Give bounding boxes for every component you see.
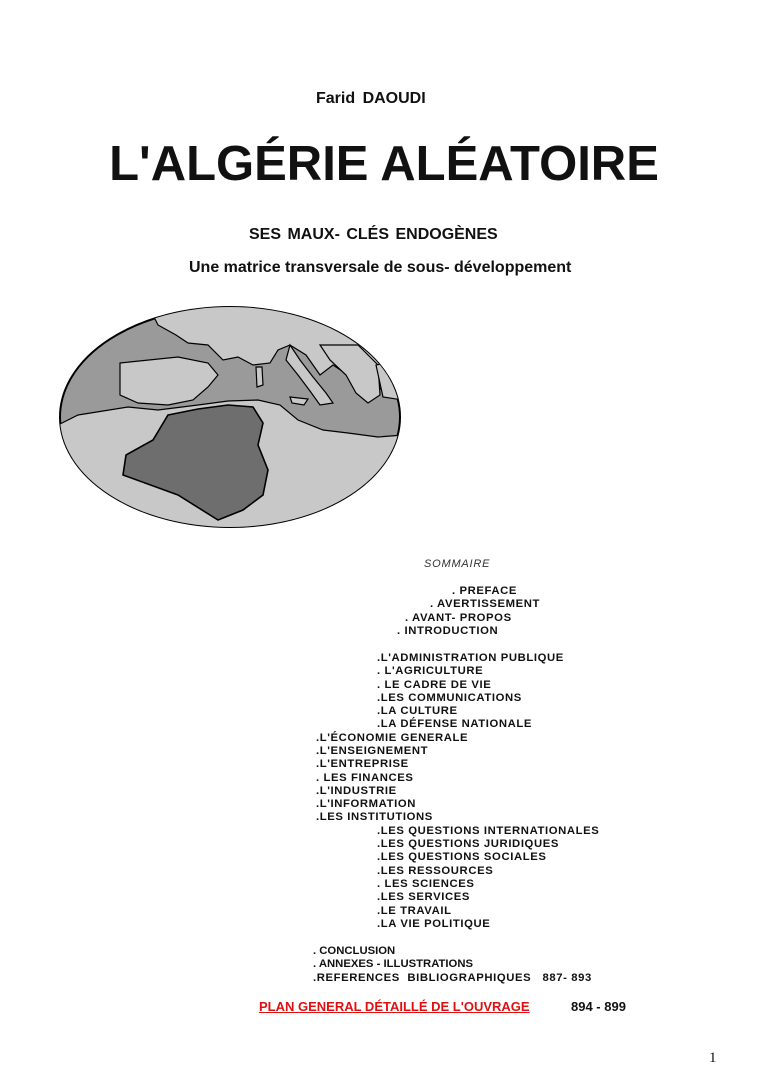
summary-heading: SOMMAIRE [424, 558, 491, 570]
toc-item: . LES FINANCES [316, 772, 414, 784]
toc-item: . AVANT- PROPOS [405, 612, 512, 624]
toc-item: .LES INSTITUTIONS [316, 811, 433, 823]
book-title: L'ALGÉRIE ALÉATOIRE [109, 137, 659, 191]
toc-item: . PREFACE [452, 585, 518, 597]
toc-item: .LES COMMUNICATIONS [377, 692, 522, 704]
toc-item: .L'ADMINISTRATION PUBLIQUE [377, 652, 564, 664]
toc-item: .LA DÉFENSE NATIONALE [377, 718, 533, 730]
toc-item: . CONCLUSION [313, 945, 396, 957]
toc-item: .L'ENSEIGNEMENT [316, 745, 429, 757]
toc-item: .L'INFORMATION [316, 798, 416, 810]
toc-item: .L'ENTREPRISE [316, 758, 409, 770]
toc-item: .LA CULTURE [377, 705, 458, 717]
toc-item: .LA VIE POLITIQUE [377, 918, 491, 930]
subtitle: SES MAUX- CLÉS ENDOGÈNES [249, 226, 498, 243]
toc-item: .L'ÉCONOMIE GENERALE [316, 732, 469, 744]
toc-item: .LE TRAVAIL [377, 905, 452, 917]
toc-item: .LES QUESTIONS INTERNATIONALES [377, 825, 600, 837]
general-plan-pages: 894 - 899 [571, 999, 626, 1014]
toc-item: .LES QUESTIONS SOCIALES [377, 851, 547, 863]
toc-item: . ANNEXES - ILLUSTRATIONS [313, 958, 474, 970]
toc-item: .L'INDUSTRIE [316, 785, 397, 797]
author-name: Farid DAOUDI [316, 90, 426, 107]
mediterranean-map-illustration [58, 305, 403, 535]
toc-item: .LES SERVICES [377, 891, 470, 903]
page-number: 1 [709, 1050, 717, 1066]
toc-item: .LES RESSOURCES [377, 865, 494, 877]
toc-item: . LES SCIENCES [377, 878, 475, 890]
general-plan-link[interactable]: PLAN GENERAL DÉTAILLÉ DE L'OUVRAGE [259, 999, 530, 1014]
toc-item: .LES QUESTIONS JURIDIQUES [377, 838, 559, 850]
subtitle-secondary: Une matrice transversale de sous- développement [189, 259, 572, 276]
toc-item: . INTRODUCTION [397, 625, 499, 637]
toc-item: . L'AGRICULTURE [377, 665, 484, 677]
toc-item: . AVERTISSEMENT [430, 598, 541, 610]
toc-item: .REFERENCES BIBLIOGRAPHIQUES 887- 893 [313, 972, 592, 984]
toc-item: . LE CADRE DE VIE [377, 679, 492, 691]
